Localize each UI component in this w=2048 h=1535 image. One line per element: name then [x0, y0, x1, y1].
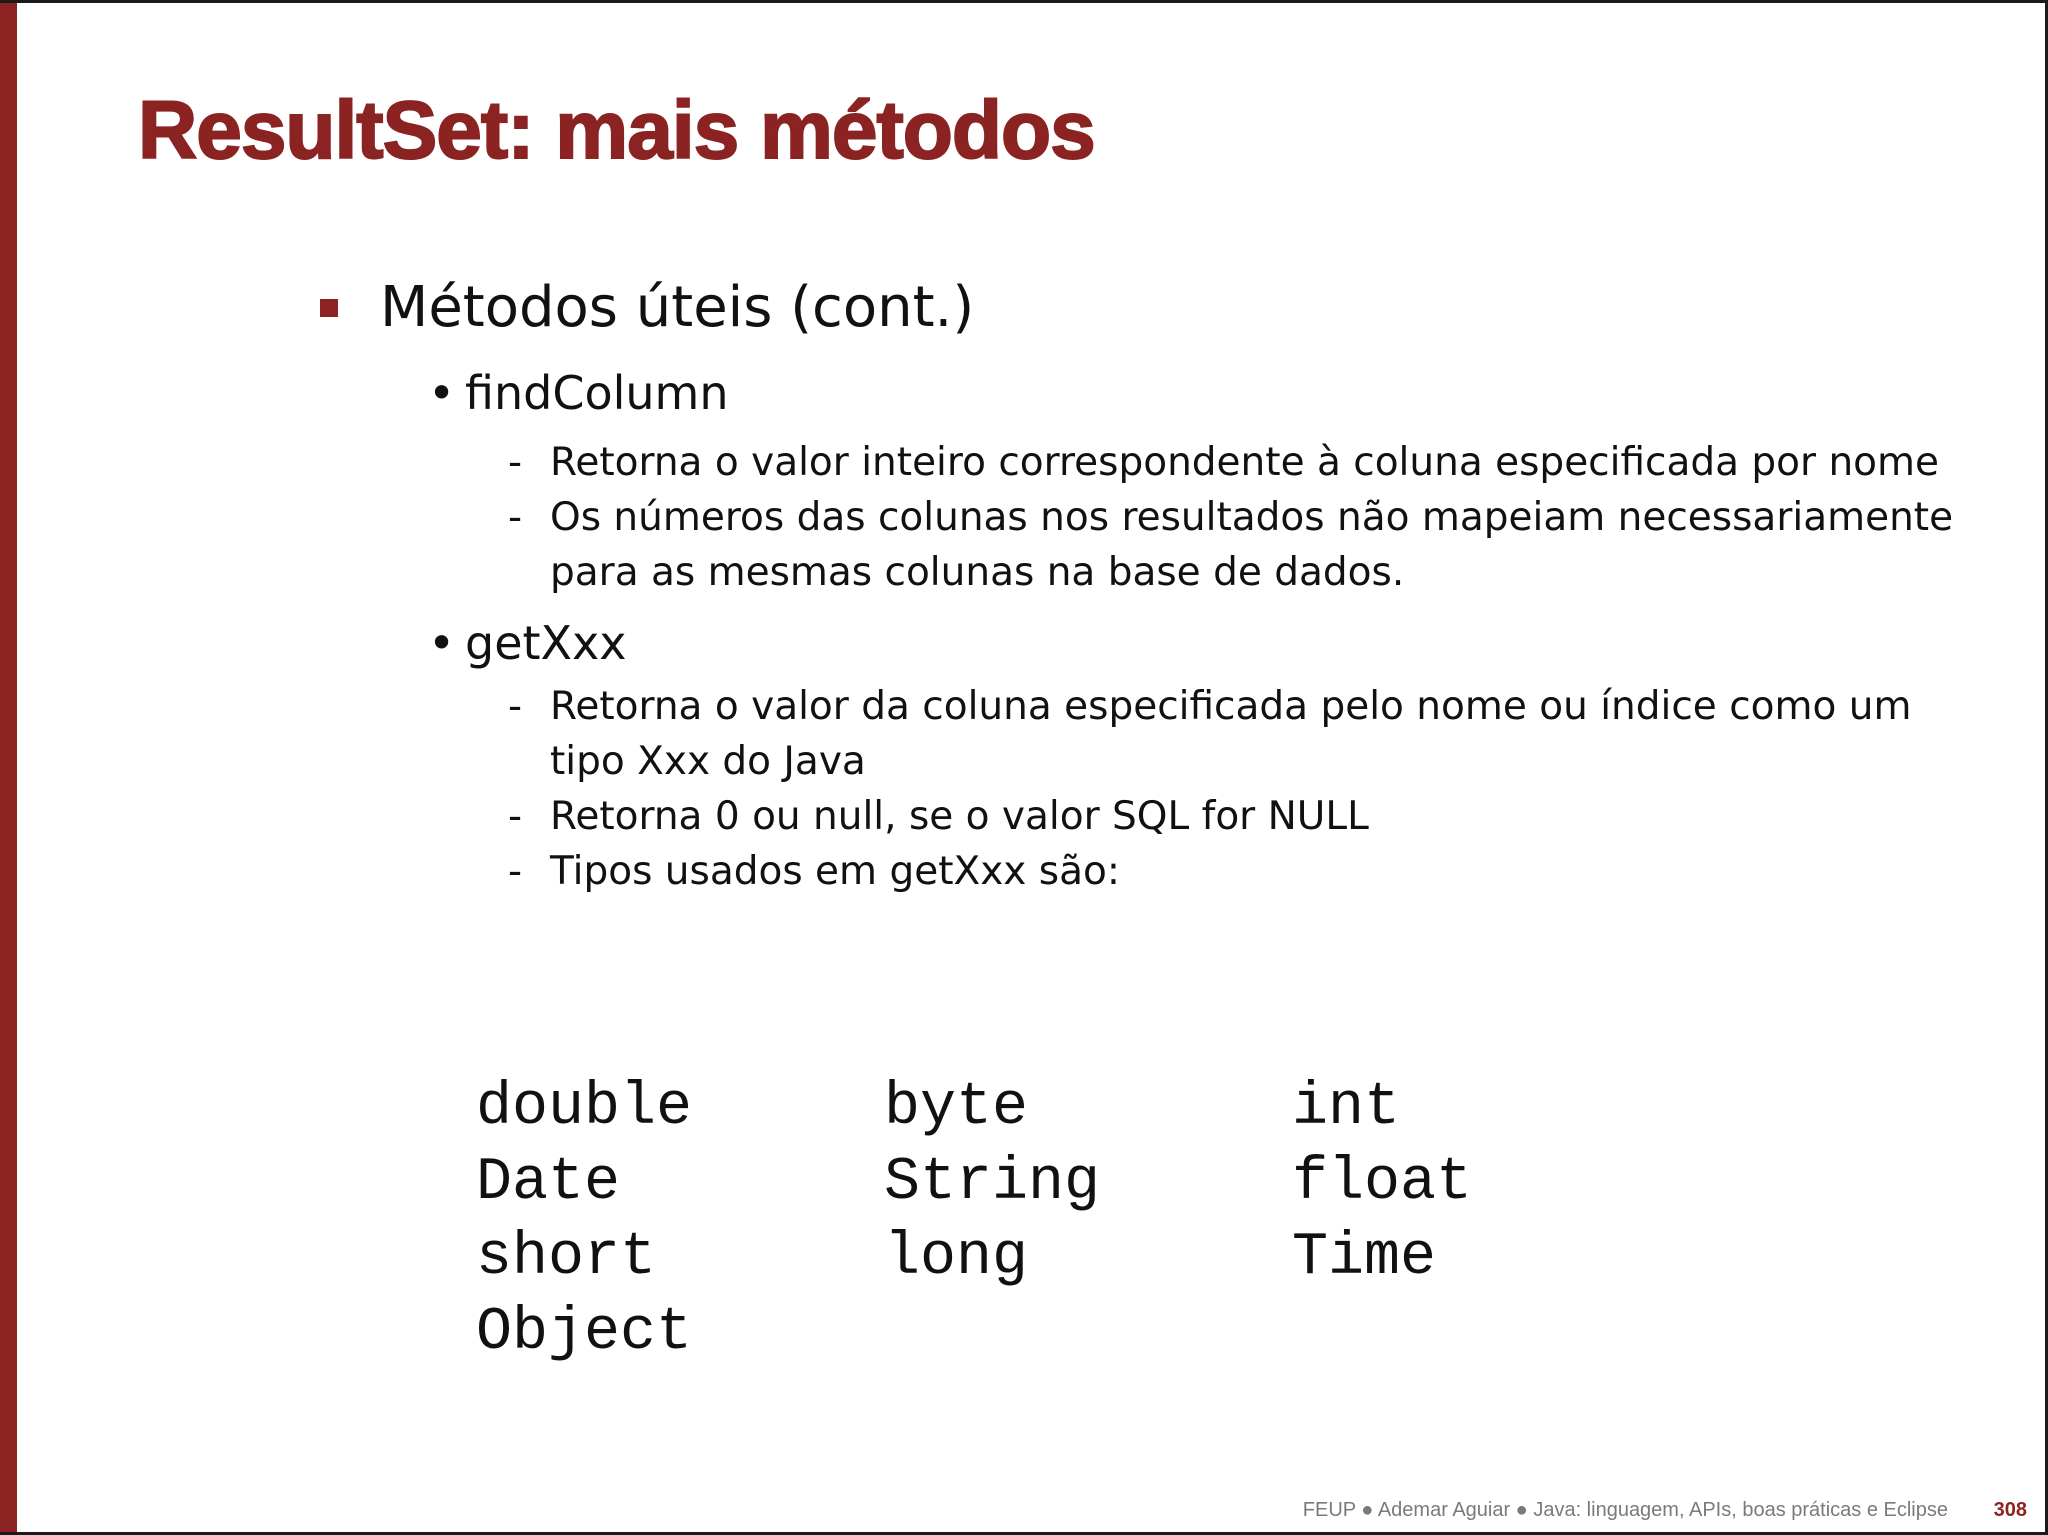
- bullet-getxxx: getXxx: [465, 616, 627, 670]
- dash-marker: -: [508, 495, 523, 540]
- type-time: Time: [1292, 1224, 1437, 1292]
- findcolumn-desc-1: Retorna o valor inteiro correspondente à coluna especificada por nome: [550, 440, 1940, 485]
- dash-marker: -: [508, 440, 523, 485]
- type-short: short: [476, 1224, 657, 1292]
- type-object: Object: [476, 1299, 693, 1367]
- type-byte: byte: [884, 1074, 1029, 1142]
- accent-bar: [0, 3, 17, 1532]
- type-string: String: [884, 1149, 1101, 1217]
- type-float: float: [1292, 1149, 1473, 1217]
- dash-marker: -: [508, 794, 523, 839]
- page-number: 308: [1993, 1499, 2027, 1521]
- findcolumn-desc-2: Os números das colunas nos resultados não mapeiam necessariamente para as mesmas colunas na base de dados.: [550, 495, 1954, 595]
- bullet-level1: Métodos úteis (cont.): [380, 275, 975, 340]
- dash-marker: -: [508, 684, 523, 729]
- getxxx-desc-3: Tipos usados em getXxx são:: [550, 849, 1120, 894]
- square-bullet-icon: [320, 299, 338, 317]
- type-double: double: [476, 1074, 693, 1142]
- type-date: Date: [476, 1149, 621, 1217]
- bullet-dot-icon: •: [428, 366, 456, 420]
- dash-marker: -: [508, 849, 523, 894]
- getxxx-desc-1: Retorna o valor da coluna especificada pelo nome ou índice como um tipo Xxx do Java: [550, 684, 1912, 784]
- getxxx-desc-2: Retorna 0 ou null, se o valor SQL for NULL: [550, 794, 1369, 839]
- slide-title: ResultSet: mais métodos: [138, 85, 1095, 176]
- types-grid: [476, 1071, 1700, 1371]
- type-int: int: [1292, 1074, 1401, 1142]
- footer-credit: FEUP ● Ademar Aguiar ● Java: linguagem, APIs, boas práticas e Eclipse: [1302, 1499, 1948, 1521]
- type-long: long: [884, 1224, 1029, 1292]
- bullet-findcolumn: findColumn: [465, 366, 729, 420]
- bullet-dot-icon: •: [428, 616, 456, 670]
